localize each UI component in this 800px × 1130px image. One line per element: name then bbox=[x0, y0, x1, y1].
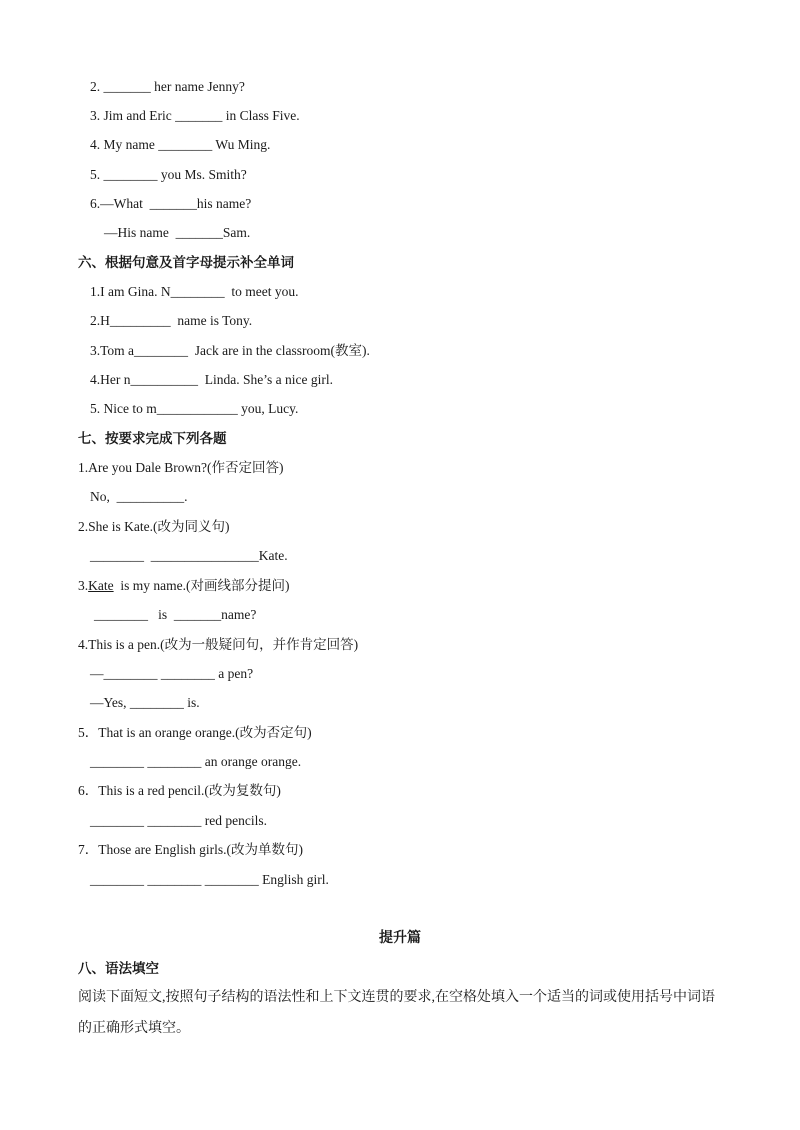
section-heading: 六、根据句意及首字母提示补全单词 bbox=[78, 255, 294, 270]
answer-line: —Yes, ________ is. bbox=[90, 695, 200, 710]
exercise-item: 3.Tom a________ Jack are in the classroom(教室). bbox=[90, 343, 370, 358]
answer-line: ________ ________________Kate. bbox=[90, 548, 288, 563]
instructions-paragraph: 阅读下面短文,按照句子结构的语法性和上下文连贯的要求,在空格处填入一个适当的词或使用括号中词语的正确形式填空。 bbox=[78, 990, 715, 1036]
exercise-item: 6.—What _______his name? bbox=[90, 196, 252, 211]
answer-line: No, __________. bbox=[90, 489, 188, 504]
question-prompt: 1.Are you Dale Brown?(作否定回答) bbox=[78, 460, 284, 475]
answer-line: ________ ________ an orange orange. bbox=[90, 754, 302, 769]
answer-line: —________ ________ a pen? bbox=[90, 666, 254, 681]
exercise-item: 3. Jim and Eric _______ in Class Five. bbox=[90, 108, 300, 123]
underlined-word: Kate bbox=[88, 578, 114, 593]
part-title: 提升篇 bbox=[379, 931, 421, 946]
exercise-item: 4.Her n__________ Linda. She’s a nice girl. bbox=[90, 372, 333, 387]
question-prompt bbox=[78, 577, 289, 595]
question-prompt: 6．This is a red pencil.(改为复数句) bbox=[78, 783, 281, 798]
answer-line: ________ ________ ________ English girl. bbox=[90, 872, 329, 887]
answer-line: ________ ________ red pencils. bbox=[90, 813, 267, 828]
exercise-item: 4. My name ________ Wu Ming. bbox=[90, 137, 271, 152]
question-number: 3. bbox=[78, 578, 89, 593]
exercise-item: 2. _______ her name Jenny? bbox=[90, 79, 245, 94]
section-heading: 八、语法填空 bbox=[78, 961, 159, 976]
question-prompt: 5．That is an orange orange.(改为否定句) bbox=[78, 725, 312, 740]
exercise-item: —His name _______Sam. bbox=[104, 225, 251, 240]
question-prompt: 7．Those are English girls.(改为单数句) bbox=[78, 842, 303, 857]
question-prompt: 4.This is a pen.(改为一般疑问句，并作肯定回答) bbox=[78, 637, 359, 652]
exercise-item: 2.H_________ name is Tony. bbox=[90, 313, 253, 328]
exercise-item: 1.I am Gina. N________ to meet you. bbox=[90, 284, 299, 299]
exercise-item: 5. ________ you Ms. Smith? bbox=[90, 167, 247, 182]
question-text: is my name.(对画线部分提问) bbox=[113, 578, 290, 593]
question-prompt: 2.She is Kate.(改为同义句) bbox=[78, 519, 230, 534]
answer-line: ________ is _______name? bbox=[94, 607, 257, 622]
exercise-item: 5. Nice to m____________ you, Lucy. bbox=[90, 401, 299, 416]
section-heading: 七、按要求完成下列各题 bbox=[78, 431, 227, 446]
